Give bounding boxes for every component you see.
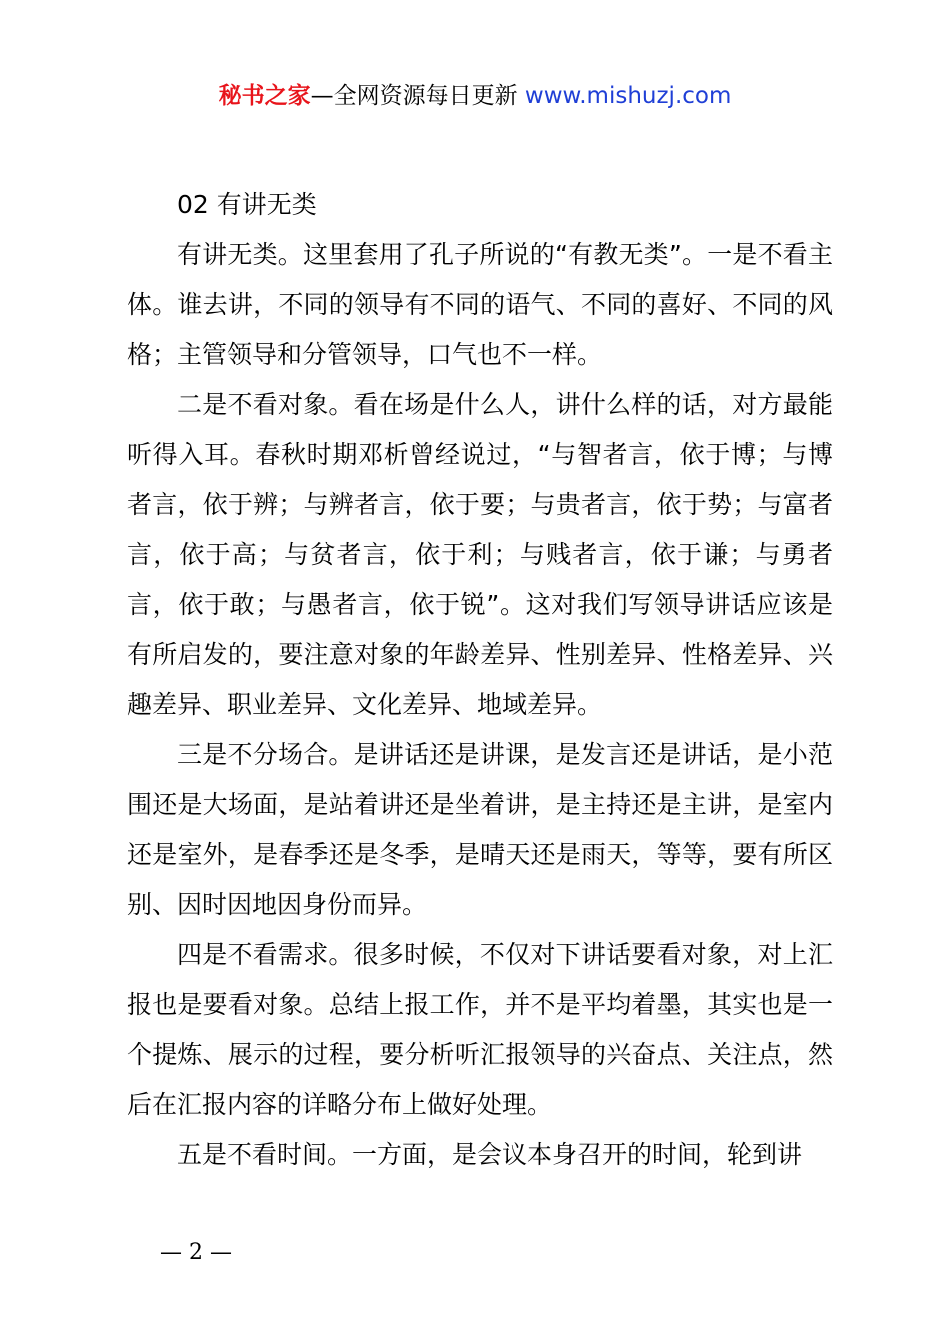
document-body	[127, 180, 833, 1180]
brand-name: 秘书之家	[218, 83, 311, 109]
paragraph-5: 五是不看时间。一方面，是会议本身召开的时间，轮到讲	[177, 1140, 803, 1169]
header-slogan: —全网资源每日更新	[310, 83, 525, 109]
paragraph-3: 三是不分场合。是讲话还是讲课，是发言还是讲话，是小范围还是大场面，是站着讲还是坐着讲，是主持还是主讲，是室内还是室外，是春季还是冬季，是晴天还是雨天，等等，要有所区别、因时因地因身份而异。	[127, 740, 833, 919]
paragraph-4: 四是不看需求。很多时候，不仅对下讲话要看对象，对上汇报也是要看对象。总结上报工作，并不是平均着墨，其实也是一个提炼、展示的过程，要分析听汇报领导的兴奋点、关注点，然后在汇报内容的详略分布上做好处理。	[127, 940, 833, 1119]
paragraph-2: 二是不看对象。看在场是什么人，讲什么样的话，对方最能听得入耳。春秋时期邓析曾经说过，“与智者言，依于博；与博者言，依于辨；与辨者言，依于要；与贵者言，依于势；与富者言，依于高；与贫者言，依于利；与贱者言，依于谦；与勇者言，依于敢；与愚者言，依于锐”。这对我们写领导讲话应该是有所启发的，要注意对象的年龄差异、性别差异、性格差异、兴趣差异、职业差异、文化差异、地域差异。	[127, 390, 833, 719]
site-url[interactable]: www.mishuzj.com	[524, 83, 732, 109]
page-number: — 2 —	[160, 1240, 232, 1265]
page-header	[0, 78, 950, 114]
paragraph-1: 有讲无类。这里套用了孔子所说的“有教无类”。一是不看主体。谁去讲，不同的领导有不同的语气、不同的喜好、不同的风格；主管领导和分管领导，口气也不一样。	[127, 240, 833, 369]
section-heading: 02 有讲无类	[177, 190, 317, 219]
